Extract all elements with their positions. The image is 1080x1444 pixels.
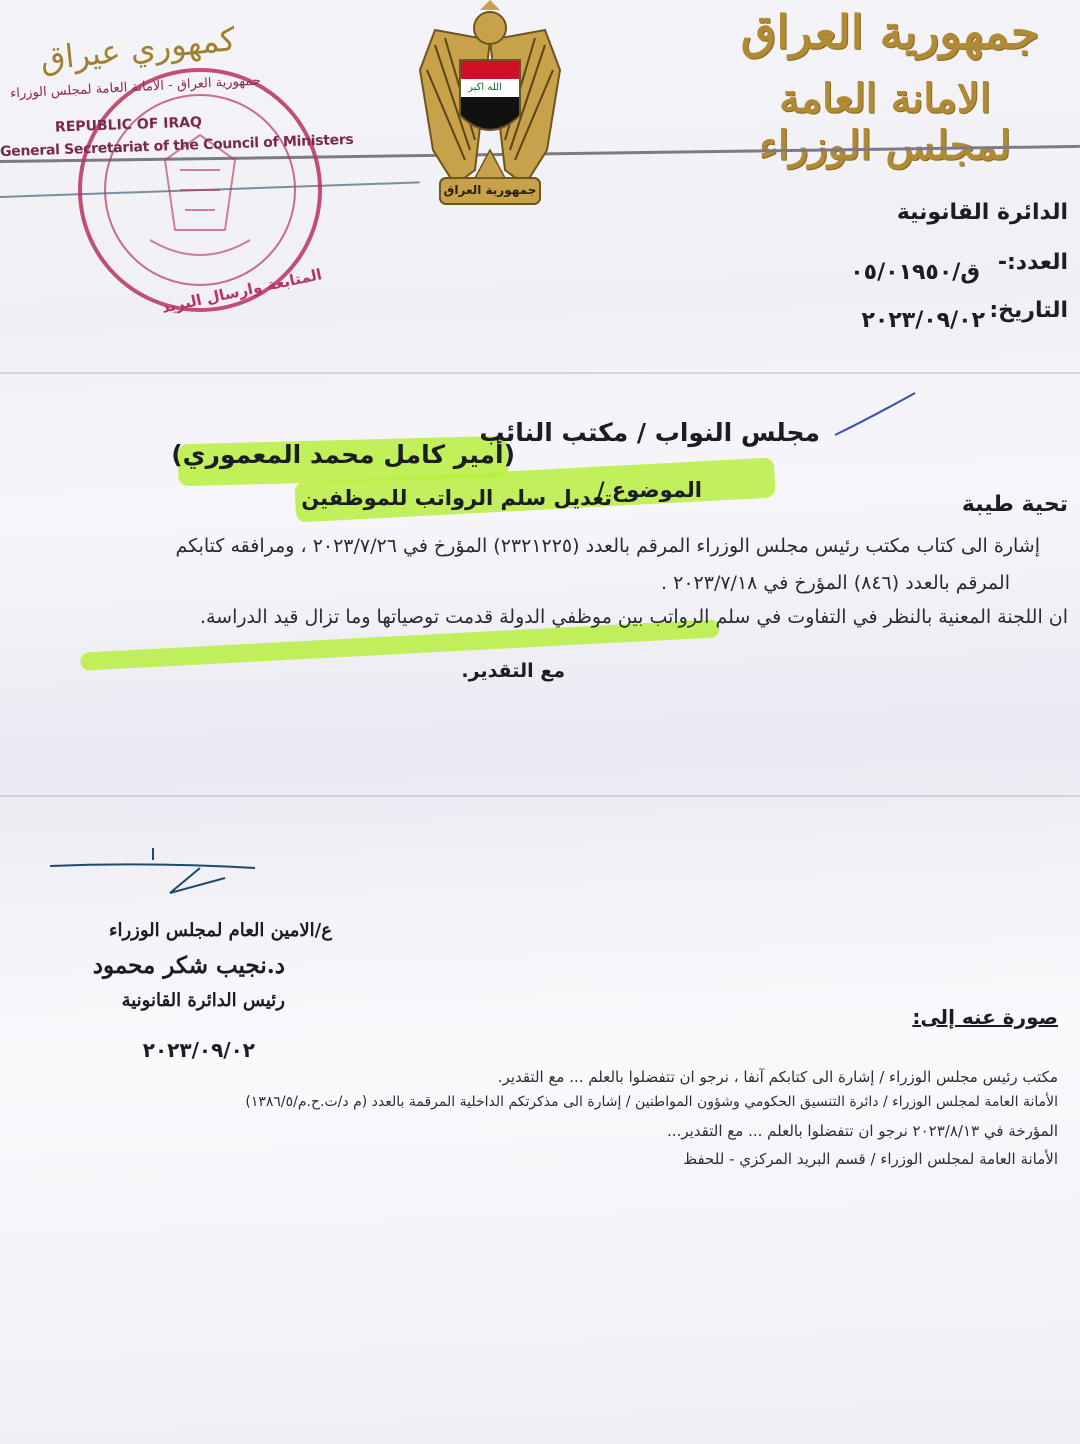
emblem-label: جمهورية العراق [443,183,537,197]
recipient-prefix: مجلس النواب / مكتب النائب [479,418,820,447]
number-label: العدد:- [997,250,1068,275]
copies-line-1: مكتب رئيس مجلس الوزراء / إشارة الى كتابكم آنفا ، نرجو ان تتفضلوا بالعلم ... مع التقدير. [497,1068,1058,1086]
date-label: التاريخ: [989,298,1068,323]
recipient-name: (أمير كامل محمد المعموري) [171,440,515,469]
letterhead-secretariat: الامانة العامة لمجلس الوزراء [759,75,1011,169]
emblem-flag-text: الله اكبر [468,82,502,93]
copies-line-3: المؤرخة في ٢٠٢٣/٨/١٣ نرجو ان تتفضلوا بالعلم ... مع التقدير... [667,1122,1058,1140]
pen-tick-mark [830,390,920,440]
paper-fold [0,795,1080,797]
letterhead-republic: جمهورية العراق [740,5,1040,59]
stamp-mid-text: جمهورية العراق - الامانة العامة لمجلس الوزراء [9,73,262,102]
copies-line-2: الأمانة العامة لمجلس الوزراء / دائرة التنسيق الحكومي وشؤون المواطنين / إشارة الى مذكرتكم الداخلية المرقمة بالعدد (م د/ت.ح.م/١٣٨٦/٥) [245,1094,1058,1110]
stamp-republic-en: REPUBLIC OF IRAQ [54,114,203,136]
greeting: تحية طيبة [961,492,1068,517]
paper-fold [0,372,1080,374]
body-line-3: ان اللجنة المعنية بالنظر في التفاوت في سلم الرواتب بين موظفي الدولة قدمت توصياتها وما تزال قيد الدراسة. [199,606,1068,628]
signature-date: ٢٠٢٣/٠٩/٠٢ [142,1038,255,1062]
stamp-bottom-text: المتابعة وارسال البريد [159,265,324,317]
stamp-top-text: كمهوري عيراق [38,19,238,79]
closing: مع التقدير. [461,660,565,682]
handwritten-signature [50,848,260,903]
signature-title: ع/الامين العام لمجلس الوزراء [108,920,332,941]
body-line-1: إشارة الى كتاب مكتب رئيس مجلس الوزراء المرقم بالعدد (٢٣٢١٢٢٥) المؤرخ في ٢٠٢٣/٧/٢٦ ، ومرافقه كتابكم [175,535,1040,557]
signature-name: د.نجيب شكر محمود [92,952,285,979]
date-value: ٢٠٢٣/٠٩/٠٢ [861,308,985,333]
subject-label: الموضوع / [596,478,702,502]
copies-line-4: الأمانة العامة لمجلس الوزراء / قسم البريد المركزي - للحفظ [683,1150,1058,1168]
subject-text: تعديل سلم الرواتب للموظفين [301,486,612,510]
department-label: الدائرة القانونية [896,200,1068,225]
copies-heading: صورة عنه إلى: [912,1005,1058,1029]
signature-position: رئيس الدائرة القانونية [121,990,285,1011]
body-line-2: المرقم بالعدد (٨٤٦) المؤرخ في ٢٠٢٣/٧/١٨ . [661,572,1010,594]
number-value: ق/٠٥/٠١٩٥٠ [850,260,980,285]
stamp-secretariat-en: General Secretariat of the Council of Ministers [0,131,354,161]
